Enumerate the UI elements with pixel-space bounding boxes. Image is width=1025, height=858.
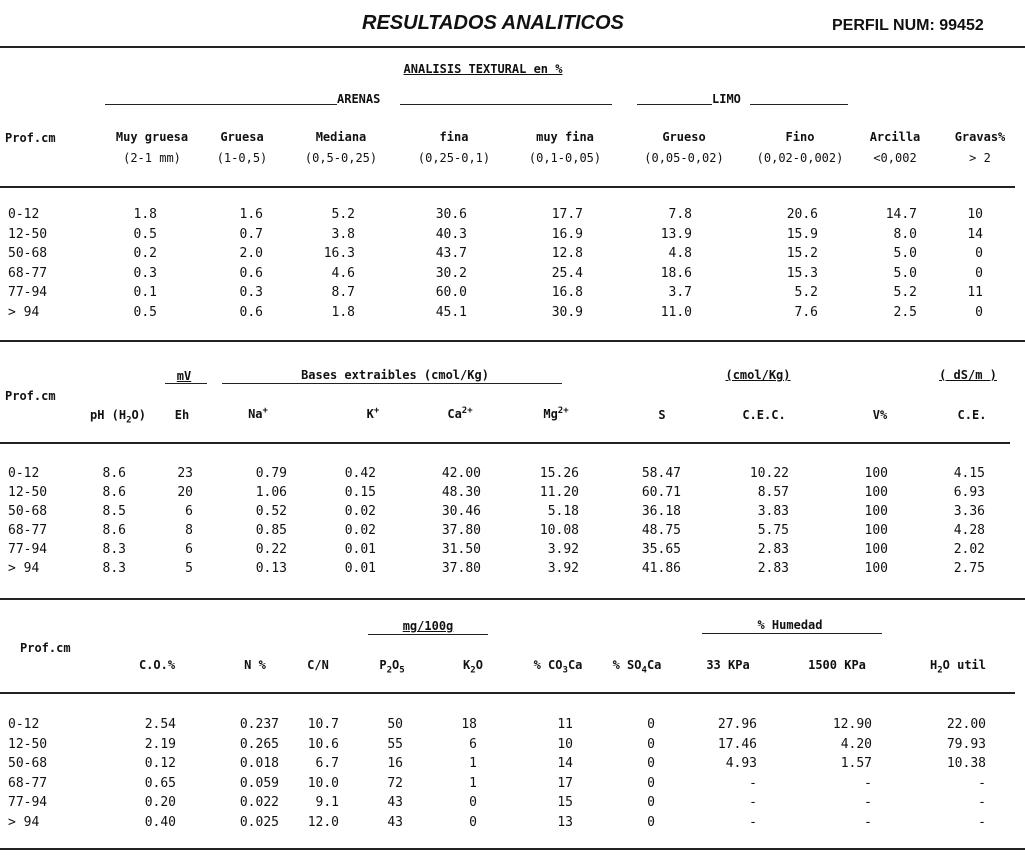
s2-value-cell: 15.26 <box>539 466 579 481</box>
ca-header <box>447 406 472 421</box>
arenas-label: ARENAS <box>337 92 381 106</box>
s1-value-cell: 7.6 <box>794 304 818 320</box>
ph-end: O) <box>131 408 146 422</box>
s3-value-cell: 0 <box>647 717 655 732</box>
s3-value-cell: 0 <box>647 736 655 752</box>
s1-value-cell: 30.6 <box>435 207 467 222</box>
s3-value-cell: 4.93 <box>725 756 757 771</box>
footer-divider <box>0 848 1025 850</box>
s2-value-cell: 100 <box>864 504 888 519</box>
s2-value-cell: 100 <box>864 523 888 538</box>
s3-value-cell: 55 <box>387 736 403 752</box>
cec-header: C.E.C. <box>742 408 786 422</box>
s3-value-cell: - <box>978 795 986 810</box>
s1-value-cell: 2.5 <box>893 304 917 320</box>
bases-label: Bases extraibles (cmol/Kg) <box>301 368 489 382</box>
s2-value-cell: 5.18 <box>547 504 579 519</box>
s1-col-range-7: <0,002 <box>873 151 917 165</box>
s3-value-cell: 50 <box>387 717 403 732</box>
s2-depth-cell: 77-94 <box>8 542 48 557</box>
s2-depth-cell: > 94 <box>8 561 40 576</box>
s3-value-cell: 0 <box>647 756 655 771</box>
s3-value-cell: 0.025 <box>239 814 279 830</box>
s1-value-cell: 11 <box>967 285 983 300</box>
s1-value-cell: 30.2 <box>435 265 467 281</box>
humedad-label: % Humedad <box>757 618 823 632</box>
s1-value-cell: 2.0 <box>239 246 263 261</box>
k2o-k: K <box>463 658 471 672</box>
limo-line-right <box>750 104 848 105</box>
s2-value-cell: 6 <box>185 542 193 557</box>
s1-value-cell: 16.8 <box>551 285 583 300</box>
s2-value-cell: 2.75 <box>953 561 985 576</box>
limo-label: LIMO <box>712 92 741 106</box>
s2-value-cell: 0.01 <box>344 561 376 576</box>
s1-value-cell: 10 <box>967 207 983 222</box>
kpa33-header: 33 KPa <box>706 658 750 672</box>
s2-value-cell: 10.22 <box>749 466 789 481</box>
s1-value-cell: 8.7 <box>331 285 355 300</box>
s1-value-cell: 3.8 <box>331 226 355 242</box>
s2-value-cell: 48.30 <box>441 485 481 500</box>
s2-header-divider <box>0 442 1010 444</box>
s2-value-cell: 6 <box>185 504 193 519</box>
s3-depth-cell: > 94 <box>8 814 40 830</box>
s1-col-header-6: Fino <box>785 130 815 144</box>
s1-value-cell: 17.7 <box>551 207 583 222</box>
s2-value-cell: 0.13 <box>255 561 287 576</box>
s2-value-cell: 100 <box>864 485 888 500</box>
k2o-header <box>463 658 483 675</box>
section2-divider <box>0 598 1025 600</box>
s1-col-range-4: (0,1-0,05) <box>528 151 602 165</box>
s1-value-cell: 12.8 <box>551 246 583 261</box>
s3-depth-cell: 12-50 <box>8 736 48 752</box>
s3-depth-cell: 68-77 <box>8 775 48 791</box>
s1-value-cell: 5.2 <box>794 285 818 300</box>
ce-header: C.E. <box>957 408 987 422</box>
s3-value-cell: 11 <box>557 717 573 732</box>
s2-value-cell: 1.06 <box>255 485 287 500</box>
s1-depth-cell: 50-68 <box>8 246 48 261</box>
s3-prof-header: Prof.cm <box>20 641 71 655</box>
h2o-sub: 2 <box>937 665 943 676</box>
s2-value-cell: 8.57 <box>757 485 789 500</box>
mg-sup: 2+ <box>557 406 569 416</box>
s3-value-cell: 0.12 <box>144 756 176 771</box>
mg-text: Mg <box>543 407 558 421</box>
s2-value-cell: 100 <box>864 561 888 576</box>
mg100-underline <box>368 634 488 635</box>
s2-value-cell: 0.85 <box>255 523 287 538</box>
s2-value-cell: 0.02 <box>344 504 376 519</box>
s2-depth-cell: 68-77 <box>8 523 48 538</box>
s2-value-cell: 8.3 <box>102 542 126 557</box>
s1-value-cell: 60.0 <box>435 285 467 300</box>
s3-value-cell: - <box>978 814 986 830</box>
s3-value-cell: 0.265 <box>239 736 279 752</box>
s3-value-cell: 43 <box>387 814 403 830</box>
s1-value-cell: 0.5 <box>133 226 157 242</box>
s3-value-cell: 0.237 <box>239 717 279 732</box>
h2o-rest: O util <box>942 658 987 672</box>
s3-value-cell: 9.1 <box>315 795 339 810</box>
header-divider <box>0 46 1025 48</box>
s2-value-cell: 4.28 <box>953 523 985 538</box>
caco3-c: Ca <box>567 658 583 672</box>
s2-value-cell: 48.75 <box>641 523 681 538</box>
ca-text: Ca <box>447 407 462 421</box>
s3-value-cell: 0.059 <box>239 775 279 791</box>
s3-value-cell: 10.6 <box>307 736 339 752</box>
s2-value-cell: 5 <box>185 561 193 576</box>
s3-value-cell: 0.20 <box>144 795 176 810</box>
s1-col-range-2: (0,5-0,25) <box>304 151 378 165</box>
s2-value-cell: 6.93 <box>953 485 985 500</box>
s2-value-cell: 60.71 <box>641 485 681 500</box>
s3-header-divider <box>0 692 1015 694</box>
s2-depth-cell: 12-50 <box>8 485 48 500</box>
ph-header <box>90 408 146 425</box>
h2o-h: H <box>929 658 938 672</box>
s1-value-cell: 0.3 <box>239 285 263 300</box>
s1-depth-cell: 12-50 <box>8 226 48 242</box>
s3-value-cell: 12.0 <box>307 814 339 830</box>
s3-value-cell: - <box>864 795 872 810</box>
s1-value-cell: 5.0 <box>893 265 917 281</box>
k-sup: + <box>373 406 380 416</box>
profile-number: PERFIL NUM: 99452 <box>832 17 984 34</box>
s2-value-cell: 3.83 <box>757 504 789 519</box>
s2-value-cell: 31.50 <box>441 542 481 557</box>
s2-value-cell: 8.5 <box>102 504 126 519</box>
s1-depth-cell: 68-77 <box>8 265 48 281</box>
s3-depth-cell: 0-12 <box>8 717 40 732</box>
s1-value-cell: 30.9 <box>551 304 583 320</box>
s3-value-cell: 0 <box>469 795 477 810</box>
s3-value-cell: 27.96 <box>717 717 757 732</box>
s2-value-cell: 0.15 <box>344 485 376 500</box>
co-header: C.O.% <box>138 658 176 672</box>
s3-value-cell: 6.7 <box>315 756 339 771</box>
caco3-a: % CO <box>533 658 563 672</box>
dsm-label: ( dS/m ) <box>939 368 997 382</box>
na-sup: + <box>262 406 268 416</box>
s1-col-header-8: Gravas% <box>954 130 1006 144</box>
s1-col-range-6: (0,02-0,002) <box>756 151 844 165</box>
s3-value-cell: 17 <box>557 775 573 791</box>
caco3-header <box>534 658 583 675</box>
s2-value-cell: 0.52 <box>255 504 287 519</box>
cn-header: C/N <box>307 658 329 672</box>
na-header <box>248 406 268 421</box>
s1-col-range-3: (0,25-0,1) <box>417 151 491 165</box>
s2-value-cell: 8 <box>185 523 193 538</box>
s3-value-cell: - <box>749 814 757 830</box>
s2-value-cell: 0.79 <box>255 466 287 481</box>
s3-value-cell: - <box>864 814 872 830</box>
s1-value-cell: 18.6 <box>660 265 692 281</box>
s3-value-cell: - <box>749 775 757 791</box>
s2-value-cell: 0.01 <box>344 542 376 557</box>
so4-a: % SO <box>612 658 642 672</box>
s3-value-cell: 14 <box>557 756 573 771</box>
s1-col-header-0: Muy gruesa <box>115 130 189 144</box>
s2-value-cell: 2.83 <box>757 542 789 557</box>
s2-value-cell: 23 <box>177 466 193 481</box>
s2-value-cell: 8.6 <box>102 523 126 538</box>
s2-value-cell: 58.47 <box>641 466 681 481</box>
s1-value-cell: 16.3 <box>323 246 355 261</box>
mv-underline <box>165 383 207 384</box>
s2-value-cell: 42.00 <box>441 466 481 481</box>
eh-header: Eh <box>174 408 190 422</box>
s1-col-header-7: Arcilla <box>869 130 921 144</box>
s3-value-cell: 18 <box>461 717 477 732</box>
s1-value-cell: 0 <box>975 265 983 281</box>
s3-value-cell: 0 <box>469 814 477 830</box>
textural-heading: ANALISIS TEXTURAL en % <box>403 62 563 76</box>
s3-value-cell: 22.00 <box>946 717 986 732</box>
s2-value-cell: 2.02 <box>953 542 985 557</box>
bases-underline <box>222 383 562 384</box>
s1-col-range-5: (0,05-0,02) <box>644 151 724 165</box>
s1-value-cell: 16.9 <box>551 226 583 242</box>
ph-text: pH (H <box>90 408 127 422</box>
s1-value-cell: 4.8 <box>668 246 692 261</box>
s1-value-cell: 1.8 <box>133 207 157 222</box>
s3-value-cell: 1 <box>469 756 477 771</box>
ph-sub: 2 <box>126 415 132 426</box>
limo-line-left <box>637 104 712 105</box>
s1-value-cell: 0 <box>975 304 983 320</box>
na-text: Na <box>248 407 263 421</box>
s1-col-range-0: (2-1 mm) <box>123 151 181 165</box>
s2-value-cell: 8.3 <box>102 561 126 576</box>
s2-depth-cell: 50-68 <box>8 504 48 519</box>
s1-value-cell: 0.6 <box>239 265 263 281</box>
s3-value-cell: 17.46 <box>717 736 757 752</box>
s3-value-cell: - <box>864 775 872 791</box>
so4-header <box>613 658 662 675</box>
kpa1500-header: 1500 KPa <box>808 658 866 672</box>
cmol-label: (cmol/Kg) <box>725 368 791 382</box>
s2-value-cell: 8.6 <box>102 485 126 500</box>
s1-value-cell: 14 <box>967 226 983 242</box>
k-header <box>367 406 380 421</box>
s3-value-cell: 72 <box>387 775 403 791</box>
s3-value-cell: 79.93 <box>946 736 986 752</box>
s2-value-cell: 0.02 <box>344 523 376 538</box>
s3-value-cell: 10 <box>557 736 573 752</box>
mg-header <box>543 406 568 421</box>
s3-value-cell: 0 <box>647 795 655 810</box>
s1-value-cell: 0.1 <box>133 285 157 300</box>
s2-depth-cell: 0-12 <box>8 466 40 481</box>
s1-depth-cell: 0-12 <box>8 207 40 222</box>
n-header: N % <box>244 658 266 672</box>
s2-value-cell: 35.65 <box>641 542 681 557</box>
s1-value-cell: 43.7 <box>435 246 467 261</box>
s3-value-cell: 1.57 <box>840 756 872 771</box>
s2-value-cell: 30.46 <box>441 504 481 519</box>
s2-value-cell: 100 <box>864 542 888 557</box>
s1-value-cell: 1.6 <box>239 207 263 222</box>
s1-value-cell: 14.7 <box>885 207 917 222</box>
s2-value-cell: 8.6 <box>102 466 126 481</box>
p2o5-p: P <box>379 658 387 672</box>
s1-value-cell: 25.4 <box>551 265 583 281</box>
s2-value-cell: 20 <box>177 485 193 500</box>
s1-value-cell: 40.3 <box>435 226 467 242</box>
s3-value-cell: 6 <box>469 736 477 752</box>
humedad-underline <box>702 633 882 634</box>
s3-value-cell: 10.38 <box>946 756 986 771</box>
s2-value-cell: 37.80 <box>441 523 481 538</box>
s1-value-cell: 5.2 <box>331 207 355 222</box>
h2o-header <box>930 658 986 675</box>
s3-value-cell: 12.90 <box>832 717 872 732</box>
k2o-o: O <box>475 658 483 672</box>
so4-c: Ca <box>646 658 662 672</box>
s2-value-cell: 3.92 <box>547 542 579 557</box>
s1-col-header-5: Grueso <box>662 130 706 144</box>
s-header: S <box>658 408 666 422</box>
s2-value-cell: 37.80 <box>441 561 481 576</box>
s1-col-header-2: Mediana <box>315 130 367 144</box>
s1-value-cell: 15.3 <box>786 265 818 281</box>
mv-label: mV <box>176 369 192 383</box>
s1-col-range-8: > 2 <box>969 151 991 165</box>
arenas-line-left <box>105 104 337 105</box>
v-header: V% <box>872 408 888 422</box>
s1-col-header-3: fina <box>439 130 469 144</box>
caco3-sub: 3 <box>562 665 568 676</box>
s3-value-cell: 0.018 <box>239 756 279 771</box>
s1-value-cell: 0.2 <box>133 246 157 261</box>
s2-value-cell: 0.42 <box>344 466 376 481</box>
s1-value-cell: 15.9 <box>786 226 818 242</box>
s1-depth-cell: > 94 <box>8 304 40 320</box>
s2-value-cell: 5.75 <box>757 523 789 538</box>
s3-value-cell: - <box>978 775 986 791</box>
s2-value-cell: 41.86 <box>641 561 681 576</box>
s1-value-cell: 0.6 <box>239 304 263 320</box>
s1-col-header-1: Gruesa <box>220 130 264 144</box>
k2o-sub: 2 <box>470 665 476 676</box>
s2-prof-header: Prof.cm <box>5 389 56 403</box>
s3-value-cell: 4.20 <box>840 736 872 752</box>
s3-value-cell: 43 <box>387 795 403 810</box>
s1-prof-header: Prof.cm <box>5 131 56 145</box>
ca-sup: 2+ <box>461 406 473 416</box>
s2-value-cell: 3.92 <box>547 561 579 576</box>
s1-value-cell: 0.3 <box>133 265 157 281</box>
page-title: RESULTADOS ANALITICOS <box>362 12 624 34</box>
s1-value-cell: 1.8 <box>331 304 355 320</box>
s3-value-cell: 0.022 <box>239 795 279 810</box>
s3-depth-cell: 50-68 <box>8 756 48 771</box>
s1-header-divider <box>0 186 1015 188</box>
s1-value-cell: 0.7 <box>239 226 263 242</box>
s2-value-cell: 36.18 <box>641 504 681 519</box>
s1-value-cell: 5.2 <box>893 285 917 300</box>
p2o5-o: O <box>392 658 400 672</box>
s1-value-cell: 45.1 <box>435 304 467 320</box>
s1-col-range-1: (1-0,5) <box>216 151 268 165</box>
s1-value-cell: 0 <box>975 246 983 261</box>
s1-value-cell: 4.6 <box>331 265 355 281</box>
s1-value-cell: 11.0 <box>660 304 692 320</box>
s3-value-cell: 0.40 <box>144 814 176 830</box>
s2-value-cell: 0.22 <box>255 542 287 557</box>
s3-depth-cell: 77-94 <box>8 795 48 810</box>
s3-value-cell: - <box>749 795 757 810</box>
s1-value-cell: 0.5 <box>133 304 157 320</box>
s3-value-cell: 0 <box>647 775 655 791</box>
arenas-line-right <box>400 104 612 105</box>
s3-value-cell: 16 <box>387 756 403 771</box>
s1-value-cell: 15.2 <box>786 246 818 261</box>
s1-depth-cell: 77-94 <box>8 285 48 300</box>
so4-sub: 4 <box>641 665 647 676</box>
s2-value-cell: 2.83 <box>757 561 789 576</box>
s3-value-cell: 10.7 <box>307 717 339 732</box>
s3-value-cell: 2.19 <box>144 736 176 752</box>
s2-value-cell: 100 <box>864 466 888 481</box>
p2o5-sub5: 5 <box>399 665 405 676</box>
s3-value-cell: 10.0 <box>307 775 339 791</box>
s3-value-cell: 0 <box>647 814 655 830</box>
p2o5-header <box>379 658 404 675</box>
s1-value-cell: 7.8 <box>668 207 692 222</box>
s1-value-cell: 13.9 <box>660 226 692 242</box>
s3-value-cell: 13 <box>557 814 573 830</box>
s2-value-cell: 3.36 <box>953 504 985 519</box>
s2-value-cell: 4.15 <box>953 466 985 481</box>
s1-col-header-4: muy fina <box>536 130 594 144</box>
s2-value-cell: 10.08 <box>539 523 579 538</box>
p2o5-sub2: 2 <box>386 665 392 676</box>
s2-value-cell: 11.20 <box>539 485 579 500</box>
k-text: K <box>366 407 374 421</box>
s1-value-cell: 8.0 <box>893 226 917 242</box>
mg100-label: mg/100g <box>402 619 454 633</box>
section1-divider <box>0 340 1025 342</box>
s1-value-cell: 3.7 <box>668 285 692 300</box>
s1-value-cell: 5.0 <box>893 246 917 261</box>
s1-value-cell: 20.6 <box>786 207 818 222</box>
s3-value-cell: 15 <box>557 795 573 810</box>
s3-value-cell: 0.65 <box>144 775 176 791</box>
s3-value-cell: 1 <box>469 775 477 791</box>
s3-value-cell: 2.54 <box>144 717 176 732</box>
